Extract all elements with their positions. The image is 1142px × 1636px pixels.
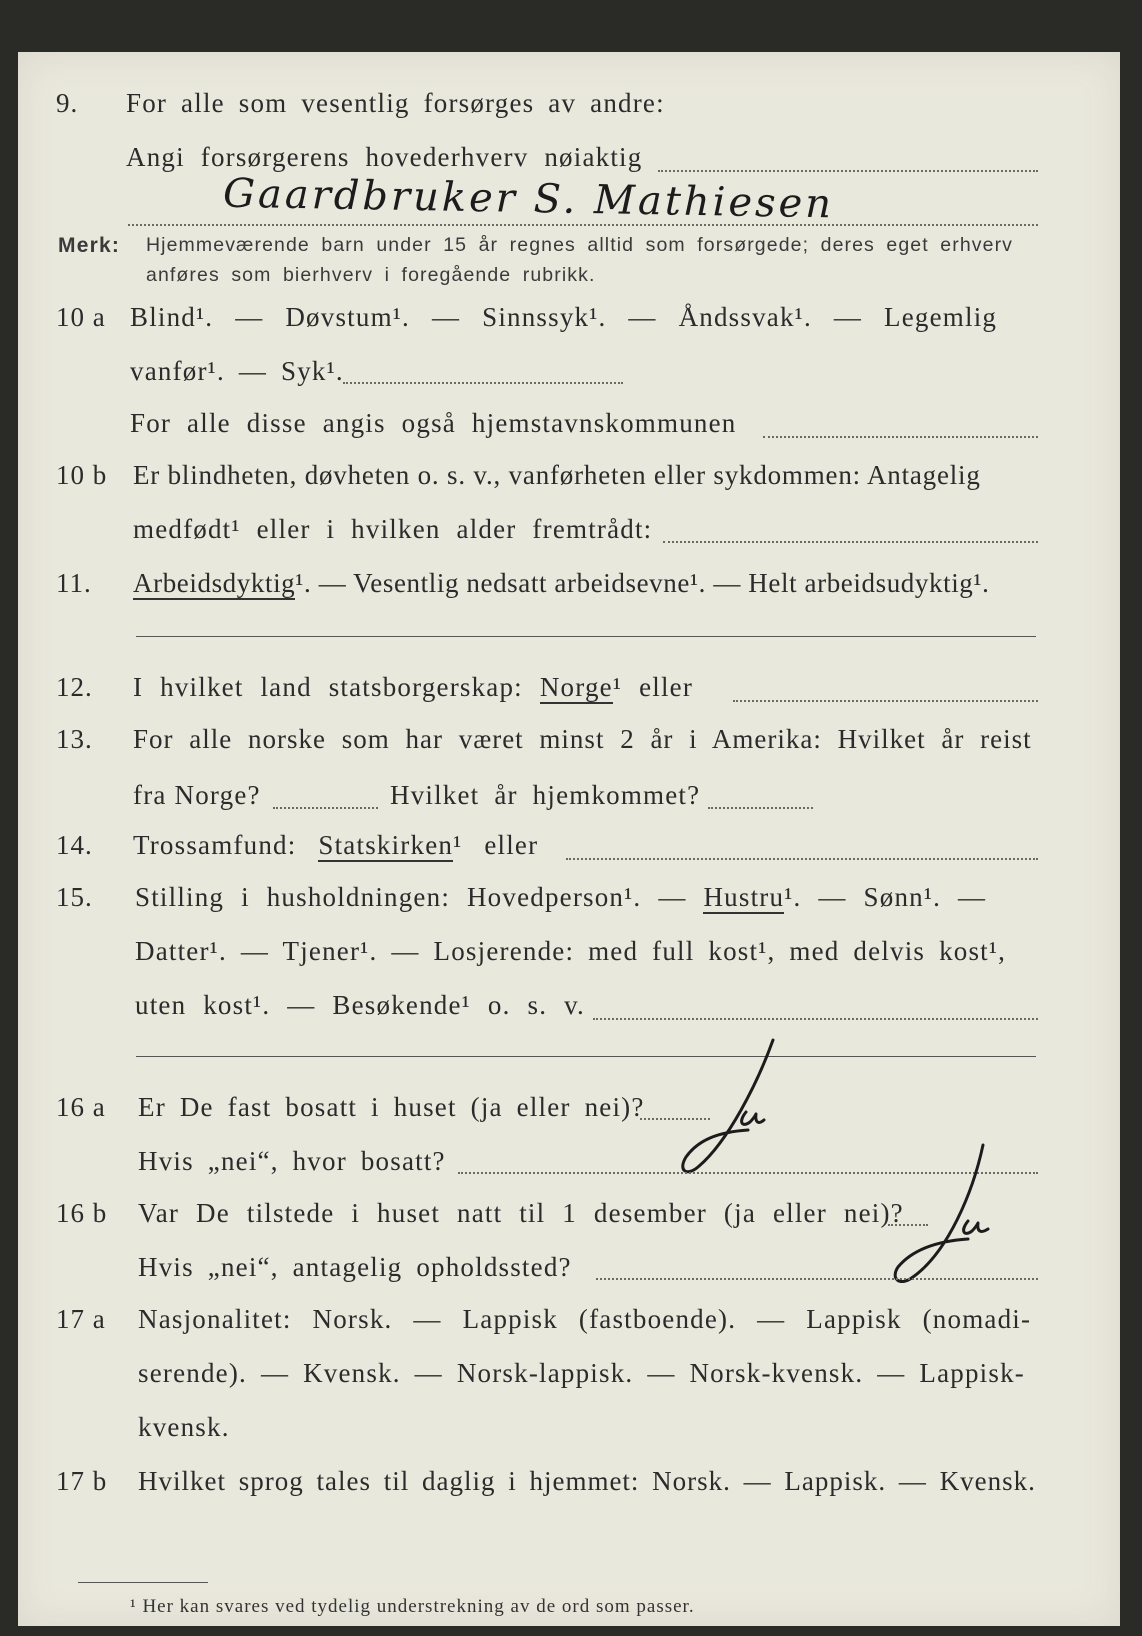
q15-option-hustru-underlined[interactable]: Hustru [703,882,785,912]
q16a-question-line1: Er De fast bosatt i huset (ja eller nei)? [138,1092,645,1122]
q17a-options-line1: Nasjonalitet: Norsk. — Lappisk (fastboende). — Lappisk (nomadi- [138,1304,1032,1334]
footnote-text: ¹ Her kan svares ved tydelig understrekning av de ord som passer. [130,1596,695,1617]
q15-answer-line-1 [593,1018,1038,1020]
q9-question-line1: For alle som vesentlig forsørges av andre: [126,88,665,118]
q10a-number: 10 a [56,302,106,332]
q13-return-year-line [708,807,813,809]
q16b-question-line2: Hvis „nei“, antagelig opholdssted? [138,1252,572,1282]
q15-number: 15. [56,882,93,912]
q11-answer-line [136,636,1036,637]
q9-answer-line-1 [658,170,1038,172]
q9-number: 9. [56,88,79,118]
q17a-options-line2: serende). — Kvensk. — Norsk-lappisk. — Norsk-kvensk. — Lappisk- [138,1358,1025,1388]
q17b-number: 17 b [56,1466,108,1496]
q10b-answer-line [663,541,1038,543]
census-form-page [18,52,1120,1626]
q13-emigration-year-line [273,807,378,809]
q14-question-text: Trossamfund: [133,830,297,860]
q15-options-line2: Datter¹. — Tjener¹. — Losjerende: med full kost¹, med delvis kost¹, [135,936,1007,966]
q16b-location-line [596,1278,1038,1280]
q17a-number: 17 a [56,1304,106,1334]
merk-label: Merk: [58,234,121,257]
q15-options-line1-tail: ¹. — Sønn¹. — [784,882,987,912]
q9-question-line2: Angi forsørgerens hovederhverv nøiaktig [126,142,643,172]
q15-options-line3: uten kost¹. — Besøkende¹ o. s. v. [135,990,586,1020]
q12-question [133,672,693,703]
merk-text-line1: Hjemmeværende barn under 15 år regnes alltid som forsørgede; deres eget erhverv [146,234,1014,256]
q12-option-norge-underlined[interactable]: Norge [539,672,613,702]
q11-number: 11. [56,568,92,598]
q13-number: 13. [56,724,93,754]
q9-answer-line-2 [128,224,1038,226]
q12-question-text: I hvilket land statsborgerskap: [133,672,523,702]
q11-options-rest: ¹. — Vesentlig nedsatt arbeidsevne¹. — Helt arbeidsudyktig¹. [295,568,990,598]
q16b-question-line1: Var De tilstede i huset natt til 1 desember (ja eller nei)? [138,1198,904,1228]
q11-option-arbeidsdyktig-underlined[interactable]: Arbeidsdyktig [133,568,296,598]
q10a-options-line1: Blind¹. — Døvstum¹. — Sinnssyk¹. — Åndssvak¹. — Legemlig [130,302,998,332]
q10a-hometown-line [763,436,1038,438]
q10a-hometown-question: For alle disse angis også hjemstavnskommunen [130,408,737,438]
q10b-question-line2: medfødt¹ eller i hvilken alder fremtrådt: [133,514,653,544]
q10b-number: 10 b [56,460,108,490]
q14-answer-line [566,858,1038,860]
q12-question-tail: ¹ eller [612,672,694,702]
q14-question [133,830,538,861]
q16a-number: 16 a [56,1092,106,1122]
q12-number: 12. [56,672,93,702]
q14-number: 14. [56,830,93,860]
merk-text-line2: anføres som bierhverv i foregående rubrikk. [146,264,596,286]
q13-question-line1: For alle norske som har været minst 2 år i Amerika: Hvilket år reist [133,724,1032,754]
q15-options-line1 [135,882,986,913]
q14-question-tail: ¹ eller [453,830,539,860]
q16a-question-line2: Hvis „nei“, hvor bosatt? [138,1146,446,1176]
q12-answer-line [733,700,1038,702]
q13-question-line2b: Hvilket år hjemkommet? [390,780,701,810]
q16b-number: 16 b [56,1198,108,1228]
q10a-options-line2: vanfør¹. — Syk¹. [130,356,344,386]
q13-question-line2a: fra Norge? [133,780,261,810]
q11-options [133,568,989,599]
q17a-options-line3: kvensk. [138,1412,230,1442]
q10b-question-line1: Er blindheten, døvheten o. s. v., vanførheten eller sykdommen: Antagelig [133,460,981,490]
q17b-options-line1: Hvilket sprog tales til daglig i hjemmet: Norsk. — Lappisk. — Kvensk. [138,1466,1036,1496]
q15-options-line1-text: Stilling i husholdningen: Hovedperson¹. — [135,882,687,912]
q15-answer-line-2 [136,1056,1036,1057]
q10a-answer-line [343,382,623,384]
q14-option-statskirken-underlined[interactable]: Statskirken [318,830,454,860]
q9-handwritten-answer[interactable]: Gaardbruker S. Mathiesen [222,170,835,228]
footnote-separator [78,1582,208,1583]
